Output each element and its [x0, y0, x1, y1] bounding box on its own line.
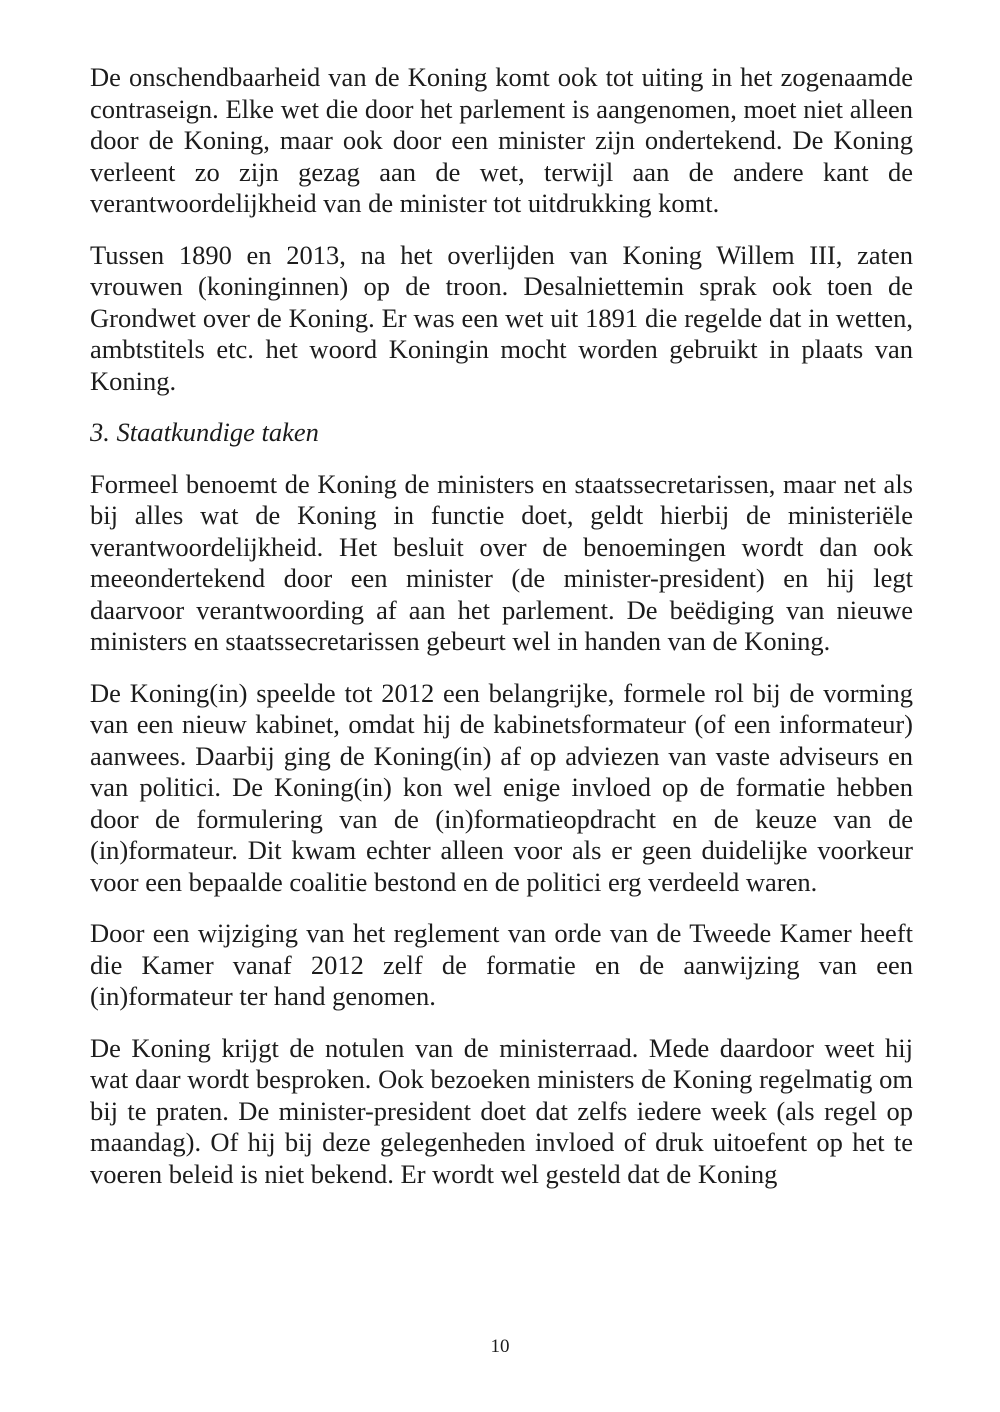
paragraph-reglement: Door een wijziging van het reglement van orde van de Tweede Kamer heeft die Kamer vanaf 2012 zelf de formatie en de aanwijzing van een (in)formateur ter hand genomen.: [90, 918, 913, 1011]
paragraph-koninginnen: Tussen 1890 en 2013, na het overlijden van Koning Willem III, zaten vrouwen (koninginnen) op de troon. Desalniettemin sprak ook toen de Grondwet over de Koning. Er was een wet uit 1891 die regelde dat in wetten, ambtstitels etc. het woord Koningin mocht worden gebruikt in plaats van Koning.: [90, 239, 913, 396]
paragraph-contraseign: De onschendbaarheid van de Koning komt ook tot uiting in het zogenaamde contraseign. Elke wet die door het parlement is aangenomen, moet niet alleen door de Koning, maar ook door een minister zijn ondertekend. De Koning verleent zo zijn gezag aan de wet, terwijl aan de andere kant de verantwoordelijkheid van de minister tot uitdrukking komt.: [90, 62, 913, 218]
text-body: [90, 62, 913, 1210]
paragraph-benoeming: Formeel benoemt de Koning de ministers en staatssecretarissen, maar net als bij alles wat de Koning in functie doet, geldt hierbij de ministeriële verantwoordelijkheid. Het besluit over de benoemingen wordt dan ook meeondertekend door een minister (de minister-president) en hij legt daarvoor verantwoording af aan het parlement. De beëdiging van nieuwe ministers en staatssecretarissen gebeurt wel in handen van de Koning.: [90, 468, 913, 656]
paragraph-ministerraad: De Koning krijgt de notulen van de ministerraad. Mede daardoor weet hij wat daar wordt besproken. Ook bezoeken ministers de Koning regelmatig om bij te praten. De minister-president doet dat zelfs iedere week (als regel op maandag). Of hij bij deze gelegenheden invloed of druk uitoefent op het te voeren beleid is niet bekend. Er wordt wel gesteld dat de Koning: [90, 1032, 913, 1189]
page-number: 10: [490, 1336, 510, 1357]
section-heading: 3. Staatkundige taken: [90, 417, 319, 447]
paragraph-kabinetsformatie: De Koning(in) speelde tot 2012 een belangrijke, formele rol bij de vorming van een nieuw kabinet, omdat hij de kabinetsformateur (of een informateur) aanwees. Daarbij ging de Koning(in) af op adviezen van vaste adviseurs en van politici. De Koning(in) kon wel enige invloed op de formatie hebben door de formulering van de (in)formatieopdracht en de keuze van de (in)formateur. Dit kwam echter alleen voor als er geen duidelijke voorkeur voor een bepaalde coalitie bestond en de politici erg verdeeld waren.: [90, 677, 913, 897]
